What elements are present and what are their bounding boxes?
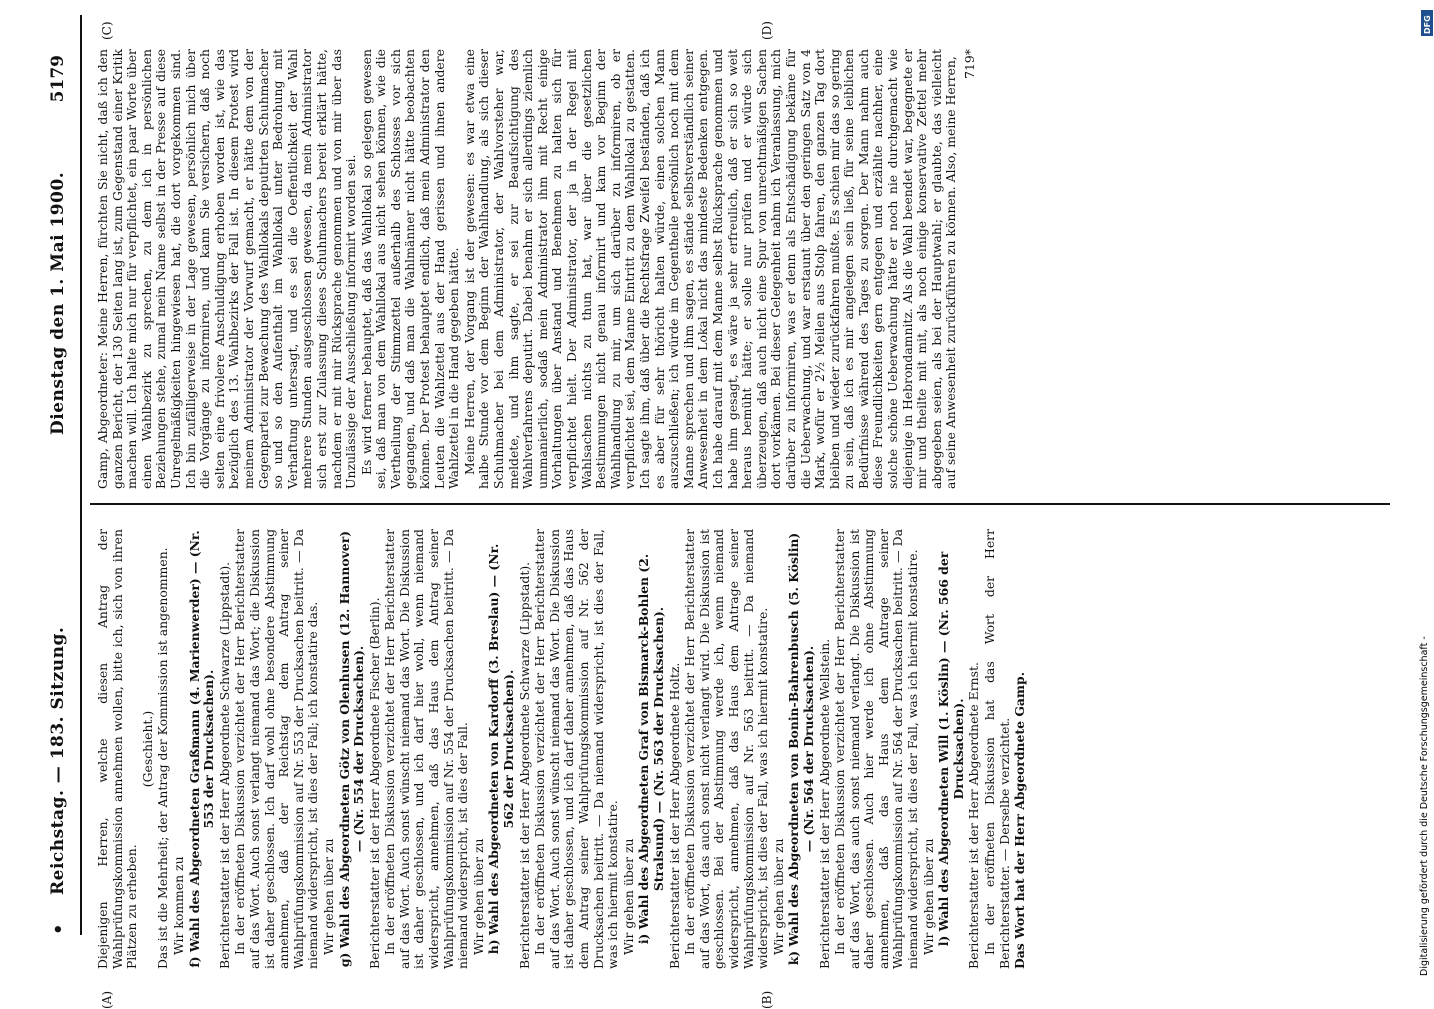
paragraph: Berichterstatter ist der Herr Abgeordnete Holtz. xyxy=(666,662,682,969)
paragraph: Wir gehen über zu xyxy=(770,838,786,955)
section-heading: k) Wahl des Abgeordneten von Bonin-Bahrenbusch (5. Köslin) — (Nr. 564 der Drucksachen). xyxy=(786,532,816,966)
paragraph: Das ist die Mehrheit; der Antrag der Kommission ist angenommen. xyxy=(155,547,171,969)
date-title: Dienstag den 1. Mai 1900. xyxy=(48,171,68,435)
page-number: 5179 xyxy=(48,55,68,103)
paragraph: (Geschieht.) xyxy=(139,710,155,788)
header-rule xyxy=(80,15,82,935)
section-heading: g) Wahl des Abgeordneten Götz von Olenhusen (12. Hannover) — (Nr. 554 der Drucksachen). xyxy=(336,530,367,968)
margin-marker-c: (C) xyxy=(100,21,114,40)
right-column xyxy=(96,49,979,489)
section-heading: f) Wahl des Abgeordneten Graßmann (4. Marienwerder) — (Nr. 553 der Drucksachen). xyxy=(186,530,217,968)
digitization-credit-text: Digitalisierung gefördert durch die Deutsche Forschungsgemeinschaft - xyxy=(1419,636,1430,976)
section-heading: h) Wahl des Abgeordneten von Kardorff (3. Breslau) — (Nr. 562 der Drucksachen). xyxy=(486,543,517,955)
paragraph: Berichterstatter ist der Herr Abgeordnete Fischer (Berlin). xyxy=(366,597,382,969)
paragraph: In der eröffneten Diskussion verzichtet der Herr Berichterstatter auf das Wort. Auch sonst wünscht niemand das Wort. Die Diskussion ist daher geschlossen, und ich darf daher annehmen, daß das Haus dem Antrag seiner Wahlprüfungskommission auf Nr. 562 der Drucksachen beitritt. — Da niemand widerspricht, ist dies der Fall, was ich hiermit konstatire. xyxy=(532,529,621,969)
paragraph: Berichterstatter ist der Herr Abgeordnete Schwarze (Lippstadt). xyxy=(216,561,232,969)
left-column xyxy=(96,529,1029,969)
paragraph: In der eröffneten Diskussion verzichtet der Herr Berichterstatter auf das Wort, das auch sonst nicht verlangt wird. Die Diskussion ist geschlossen. Bei der Abstimmung werde ich, wenn niemand widerspricht, annehmen, daß das Haus dem Antrage seiner Wahlprüfungskommission auf Nr. 563 beitritt. — Da niemand widerspricht, ist dies der Fall, was ich hiermit konstatire. xyxy=(682,529,771,969)
paragraph: Wir gehen über zu xyxy=(470,838,486,955)
margin-marker-d: (D) xyxy=(760,21,774,40)
column-divider xyxy=(90,503,1390,505)
digitization-credit xyxy=(1419,8,1433,988)
paragraph: Es wird ferner behauptet, daß das Wahllokal so gelegen gewesen sei, daß man von dem Wahllokal aus nicht sehen können, wie die Vertheilung der Stimmzettel außerhalb des Schlosses vor sich gegangen, und daß man die Wahlmänner nicht hätte beobachten können. Der Protest behauptet endlich, daß mein Administrator den Leuten die Wahlzettel aus der Hand gerissen und ihnen andere Wahlzettel in die Hand gegeben hätte. xyxy=(358,49,462,489)
paragraph: In der eröffneten Diskussion verzichtet der Herr Berichterstatter auf das Wort. Auch sonst verlangt niemand das Wort; die Diskussion ist daher geschlossen. Ich darf wohl ohne besondere Abstimmung annehmen, daß der Reichstag dem Antrag seiner Wahlprüfungskommission auf Nr. 553 der Drucksachen beitritt. — Da niemand widerspricht, ist dies der Fall; ich konstatire das. xyxy=(232,529,321,969)
footnote-mark: 719* xyxy=(962,49,978,79)
paragraph: Wir kommen zu xyxy=(170,856,186,955)
rotated-page-frame xyxy=(40,15,1400,1009)
paragraph: Gamp, Abgeordneter: Meine Herren, fürchten Sie nicht, daß ich den ganzen Bericht, der 130 Seiten lang ist, zum Gegenstand einer Kritik machen will. Ich halte mich nur für verpflichtet, ein paar Worte über einen Wahlbezirk zu sprechen, zu dem ich in persönlichen Beziehungen stehe, zumal mein Name selbst in der Presse auf diese Unregelmäßigkeiten hingewiesen hat, die dort vorgekommen sind. Ich bin zufälligerweise in der Lage gewesen, persönlich mich über die Vorgänge zu informiren, und kann Sie versichern, daß noch selten eine frivolere Anschuldigung erhoben worden ist, wie das bezüglich des 13. Wahlbezirks der Fall ist. In diesem Protest wird meinem Administrator der Vorwurf gemacht, er hätte dem von der Gegenpartei zur Bewachung des Wahllokals deputirten Schuhmacher so und so den Aufenthalt im Wahllokal unter Bedrohung mit Verhaftung untersagt, und es sei die Oeffentlichkeit der Wahl mehrere Stunden ausgeschlossen gewesen, da mein Administrator sich erst zur Zulassung dieses Schuhmachers bereit erklärt hätte, nachdem er mit mir Rücksprache genommen und von mir über das Unzulässige der Ausschließung informirt worden sei. xyxy=(95,49,359,489)
paragraph: Wir gehen über zu xyxy=(620,838,636,955)
section-heading: i) Wahl des Abgeordneten Graf von Bismarck-Bohlen (2. Stralsund) — (Nr. 563 der Drucksachen). xyxy=(636,553,666,945)
page-header xyxy=(40,35,84,975)
paragraph: In der eröffneten Diskussion verzichtet der Herr Berichterstatter auf das Wort, das auch sonst niemand verlangt. Die Diskussion ist daher geschlossen. Auch hier werde ich ohne Abstimmung annehmen, daß das Haus dem Antrage seiner Wahlprüfungskommission auf Nr. 564 der Drucksachen beitritt. — Da niemand widerspricht, ist dies der Fall, was ich hiermit konstatire. xyxy=(832,529,921,969)
dfg-logo-text: DFG xyxy=(1423,15,1432,34)
paragraph: In der eröffneten Diskussion hat das Wort der Herr Berichterstatter. — Derselbe verzichtet. xyxy=(982,529,1012,969)
paragraph: Das Wort hat der Herr Abgeordnete Gamp. xyxy=(1012,671,1028,969)
paragraph: Diejenigen Herren, welche diesen Antrag der Wahlprüfungskommission annehmen wollen, bitte ich, sich von ihren Plätzen zu erheben. xyxy=(95,529,140,969)
paragraph: Berichterstatter ist der Herr Abgeordnete Schwarze (Lippstadt). xyxy=(516,561,532,969)
paragraph: Berichterstatter ist der Herr Abgeordnete Ernst. xyxy=(966,662,982,969)
paragraph: Berichterstatter ist der Herr Abgeordnete Wellstein. xyxy=(816,638,832,969)
paragraph: Wir gehen über zu xyxy=(320,838,336,955)
paragraph: In der eröffneten Diskussion verzichtet der Herr Berichterstatter auf das Wort. Auch sonst wünscht niemand das Wort. Die Diskussion ist daher geschlossen, und ich darf hier wohl, wenn niemand widerspricht, annehmen, daß das Haus dem Antrag seiner Wahlprüfungskommission auf Nr. 554 der Drucksachen beitritt. — Da niemand widerspricht, ist dies der Fall. xyxy=(382,529,471,969)
header-star: • xyxy=(48,923,69,935)
margin-marker-a: (A) xyxy=(100,990,114,1009)
margin-marker-b: (B) xyxy=(760,990,774,1009)
section-heading: l) Wahl des Abgeordneten Will (1. Köslin) — (Nr. 566 der Drucksachen). xyxy=(936,551,966,947)
paragraph: Wir gehen über zu xyxy=(920,838,936,955)
paragraph: Meine Herren, der Vorgang ist der gewesen: es war etwa eine halbe Stunde vor dem Beginn der Wahlhandlung, als sich dieser Schuhmacher bei dem Administrator, der Wahlvorsteher war, meldete, und ihm sagte, er sei zur Beaufsichtigung des Wahlverfahrens deputirt. Dabei benahm er sich allerdings ziemlich ummanierlich, sodaß mein Administrator ihm mit Recht einige Vorhaltungen über Anstand und Benehmen zu halten sich für verpflichtet hielt. Der Administrator, der ja in der Regel mit Wahlsachen nichts zu thun hat, war über die gesetzlichen Bestimmungen nicht genau informirt und kam vor Beginn der Wahlhandlung zu mir, um sich darüber zu informiren, ob er verpflichtet sei, dem Manne Eintritt zu dem Wahllokal zu gestatten. Ich sagte ihm, daß über die Rechtsfrage Zweifel beständen, daß ich es aber für sehr thöricht halten würde, einen solchen Mann auszuschließen; ich würde im Gegentheile persönlich noch mit dem Manne sprechen und ihm sagen, es stände selbstverständlich seiner Anwesenheit in dem Lokal nicht das mindeste Bedenken entgegen. Ich habe darauf mit dem Manne selbst Rücksprache genommen und habe ihm gesagt, es wäre ja sehr erfreulich, daß er sich so weit heraus bemüht hätte; er solle nur prüfen und er würde sich überzeugen, daß auch nicht eine Spur von unrechtmäßigen Sachen dort vorkämen. Bei dieser Gelegenheit nahm ich Veranlassung, mich darüber zu informiren, was er denn als Entschädigung bekäme für die Ueberwachung, und war erstaunt über den geringen Satz von 4 Mark, wofür er 2½ Meilen aus Stolp fahren, den ganzen Tag dort bleiben und wieder zurückfahren mußte. Es schien mir das so gering zu sein, daß ich es mir angelegen sein ließ, für seine leiblichen Bedürfnisse während des Tages zu sorgen. Der Mann nahm auch diese Freundlichkeiten gern entgegen und erzählte nachher, eine solche schöne Ueberwachung hätte er noch nie durchgemacht wie diejenige in Hebrondamnitz. Als die Wahl beendet war, begegnete er mir und theilte mit mit, als noch einige konservative Zettel mehr abgegeben seien, als bei der Hauptwahl; er glaubte, das vielleicht auf seine Anwesenheit zurückführen zu können. Also, meine Herren, xyxy=(461,49,959,489)
session-title: Reichstag. — 183. Sitzung. xyxy=(48,626,68,895)
